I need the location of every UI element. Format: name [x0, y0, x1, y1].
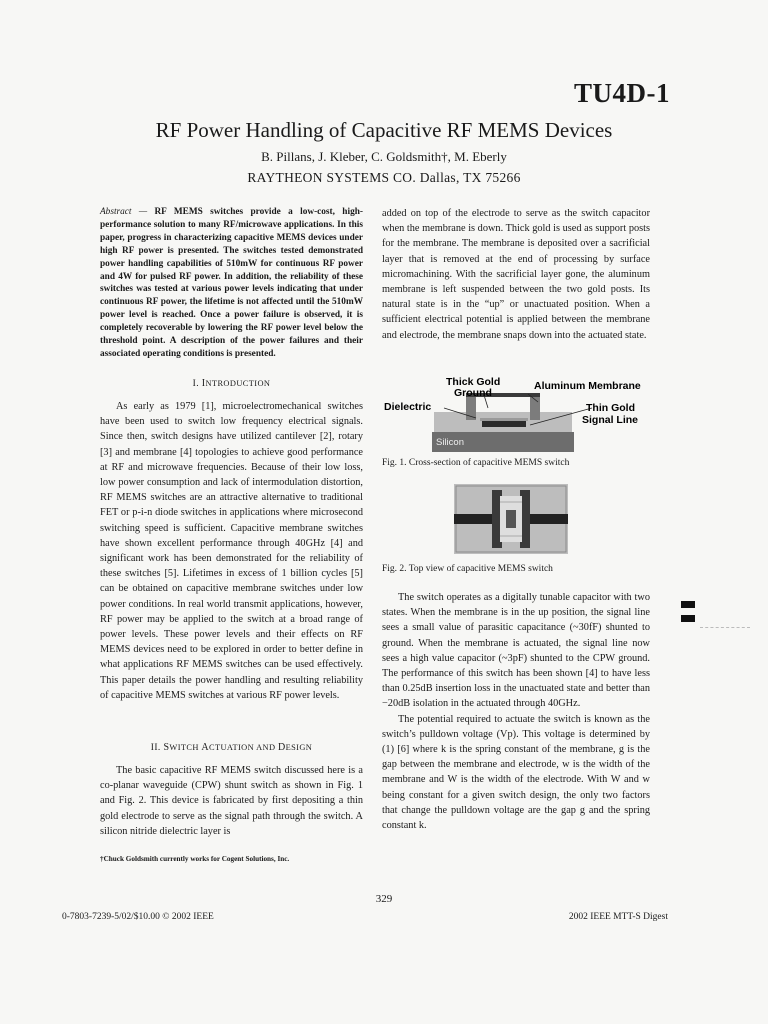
switch-operation-paragraph: The switch operates as a digitally tunable capacitor with two states. When the membrane is in the up position, the signal line sees a small value of parasitic capacitance (~30fF) shunted to ground. When the membrane is actuated, the signal line now sees a high value capacitor (~3pF) shunted to the CPW ground. The performance of this switch has been shown [4] to have less than 0.25dB insertion loss in the unactuated state and better than −20dB isolation in the actuated through 40GHz.: [382, 592, 650, 710]
right-column-bottom: [382, 590, 650, 833]
switch-body: [100, 763, 363, 839]
section-heading-introduction: I. INTRODUCTION: [192, 378, 271, 389]
section-numeral: I.: [192, 379, 202, 389]
pulldown-voltage-paragraph: The potential required to actuate the switch is known as the switch’s pulldown voltage (Vp). This voltage is determined by (1) [6] where k is the spring constant of the membrane, g is the gap between the membrane and electrode, w is the width of the membrane and W is the width of the electrode. With W and w being constant for a given switch design, the only two factors that change the pulldown voltage are the gap g and the spring constant k.: [382, 713, 650, 832]
label-thin-gold: Thin Gold: [586, 402, 635, 414]
section-heading-switch-actuation: II. SWITCH ACTUATION AND DESIGN: [150, 742, 313, 753]
thin-gold-electrode: [482, 421, 526, 427]
footer-digest: 2002 IEEE MTT-S Digest: [568, 912, 668, 922]
abstract: [100, 206, 363, 361]
right-column-top: [382, 206, 650, 343]
margin-mark: [681, 601, 695, 608]
figure-1-caption: Fig. 1. Cross-section of capacitive MEMS switch: [382, 458, 570, 468]
intro-body: [100, 399, 363, 703]
affiliation: RAYTHEON SYSTEMS CO. Dallas, TX 75266: [247, 170, 521, 185]
authors: B. Pillans, J. Kleber, C. Goldsmith†, M. Eberly: [261, 149, 507, 164]
page-number: 329: [375, 893, 393, 905]
abstract-lead: Abstract —: [100, 207, 148, 217]
label-thick-gold: Thick Gold: [446, 376, 501, 388]
switch-paragraph: The basic capacitive RF MEMS switch discussed here is a co-planar waveguide (CPW) shunt switch as shown in Fig. 1 and Fig. 2. This device is fabricated by first depositing a thin gold electrode to serve as the signal path through the switch. A silicon nitride dielectric layer is: [100, 765, 363, 837]
margin-rule: [700, 627, 750, 628]
footnote: †Chuck Goldsmith currently works for Cogent Solutions, Inc.: [100, 855, 290, 863]
intro-paragraph: As early as 1979 [1], microelectromechanical switches have been used to switch low frequency electrical signals. Since then, switch designs have utilized cantilever [2], rotary [3] and membrane [4] topologies to achieve good performance at RF and microwave frequencies. Because of their low loss, low power consumption and lack of intermodulation distortion, RF MEMS switches are an attractive alternative to traditional FET or p-i-n diode switches in applications where microsecond switching speed is sufficient. Capacitive membrane switches have shown excellent performance through 40GHz [4] and significant work has been demonstrated for the reliability of these switches [5]. Lifetimes in excess of 1 billion cycles [5] can be obtained on capacitive membrane switches under low power conditions. In real world transmit applications, however, RF power may be applied to the switch at a broad range of power levels. These power levels and their effects on RF MEMS devices need to be explored in order to better define in what applications RF MEMS switches can be used effectively. This paper details the power handling and resulting reliability of capacitive MEMS switches at various RF power levels.: [100, 401, 363, 701]
figure-2-top-view: [454, 484, 568, 554]
figure-2-caption: Fig. 2. Top view of capacitive MEMS switch: [382, 564, 553, 574]
label-silicon: Silicon: [436, 437, 464, 448]
footer-copyright: 0-7803-7239-5/02/$10.00 © 2002 IEEE: [62, 912, 214, 922]
label-dielectric: Dielectric: [384, 401, 432, 413]
continued-paragraph: added on top of the electrode to serve as the switch capacitor when the membrane is down. Thick gold is used as support posts for the membrane. The membrane is deposited over a sacrificial layer that is removed at the end of processing by surface micromachining. With the sacrificial layer gone, the aluminum membrane is left suspended between the two gold posts. Its natural state is in the “up” or unactuated position. When a sufficient electrical potential is applied between the membrane and electrode, the membrane snaps down into the actuated state.: [382, 208, 650, 341]
label-signal-line: Signal Line: [582, 414, 639, 426]
margin-mark: [681, 615, 695, 622]
label-aluminum-membrane: Aluminum Membrane: [534, 380, 641, 392]
dielectric-layer: [480, 418, 528, 421]
label-ground: Ground: [454, 387, 492, 399]
paper-title: RF Power Handling of Capacitive RF MEMS Devices: [155, 118, 613, 142]
electrode: [506, 510, 516, 528]
abstract-text: RF MEMS switches provide a low-cost, high-performance solution to many RF/microwave applications. In this paper, progress in characterizing capacitive MEMS devices under high RF power is presented. The switches tested demonstrated power handling capabilities of 510mW for continuous RF power and 4W for pulsed RF power. In addition, the reliability of these switches was tested at various power levels indicating that under continuous RF power, the lifetime is not affected until the 510mW power level is reached. Once a power failure is observed, it is completely recoverable by lowering the RF power level below the threshold point. A description of the power failures and their associated operating conditions is presented.: [100, 207, 363, 359]
paper-id: TU4D-1: [574, 78, 670, 108]
figure-1-cross-section: [380, 372, 680, 458]
